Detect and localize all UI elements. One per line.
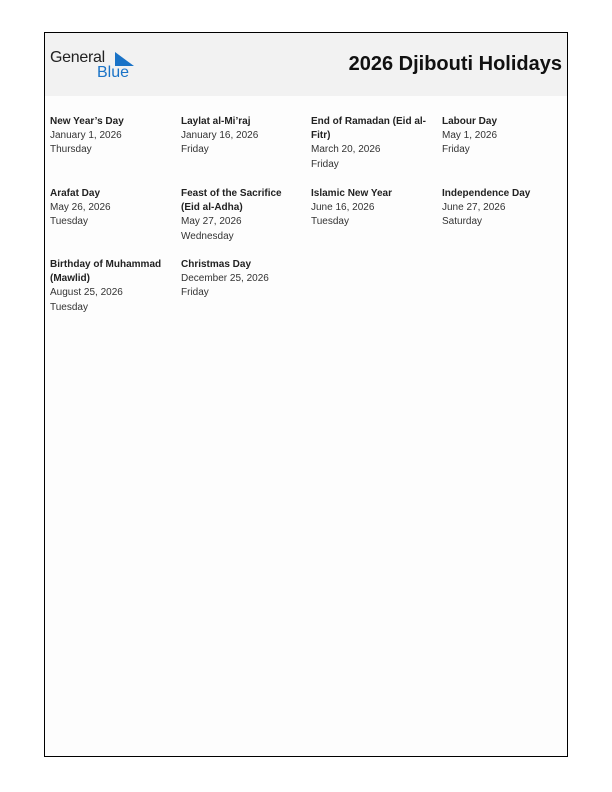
holiday-item [311, 187, 433, 230]
holiday-weekday: Wednesday [181, 230, 234, 242]
holiday-date: June 16, 2026 [311, 202, 375, 214]
holiday-date: January 16, 2026 [181, 130, 259, 142]
holiday-name: Birthday of Muhammad (Mawlid) [50, 259, 162, 285]
logo-blue-text: Blue [97, 64, 130, 81]
holiday-name: New Year’s Day [50, 116, 124, 127]
header-band [45, 33, 567, 96]
holiday-item [50, 258, 172, 315]
holiday-item [181, 187, 303, 244]
holiday-item [442, 187, 564, 230]
holiday-weekday: Friday [442, 144, 470, 156]
page-title: 2026 Djibouti Holidays [348, 53, 562, 75]
holiday-name: Laylat al-Mi’raj [181, 116, 251, 127]
holiday-name: Arafat Day [50, 188, 101, 199]
holiday-date: June 27, 2026 [442, 202, 506, 214]
holiday-name: Labour Day [442, 116, 498, 127]
holiday-date: May 27, 2026 [181, 216, 242, 228]
holiday-weekday: Tuesday [311, 216, 349, 228]
holiday-weekday: Thursday [50, 144, 92, 156]
holiday-item [50, 187, 172, 230]
holiday-name: Independence Day [442, 188, 531, 199]
holiday-weekday: Friday [311, 158, 339, 170]
holiday-name: Christmas Day [181, 259, 252, 270]
generalblue-logo [50, 49, 140, 85]
holiday-weekday: Tuesday [50, 301, 88, 313]
holiday-date: May 26, 2026 [50, 202, 111, 214]
logo-general-text: General [50, 49, 105, 66]
holiday-weekday: Friday [181, 144, 209, 156]
holiday-name: Feast of the Sacrifice (Eid al-Adha) [181, 188, 282, 214]
holiday-name: End of Ramadan (Eid al-Fitr) [311, 116, 427, 142]
holiday-date: May 1, 2026 [442, 130, 498, 142]
holiday-date: August 25, 2026 [50, 287, 123, 299]
holiday-date: December 25, 2026 [181, 273, 269, 285]
holiday-date: March 20, 2026 [311, 144, 381, 156]
holiday-item [50, 115, 172, 158]
holiday-item [181, 115, 303, 158]
holiday-name: Islamic New Year [311, 188, 392, 199]
page-frame [44, 32, 568, 757]
holiday-weekday: Saturday [442, 216, 483, 228]
holiday-item [442, 115, 564, 158]
holiday-weekday: Friday [181, 287, 209, 299]
holiday-item [311, 115, 433, 172]
holiday-weekday: Tuesday [50, 216, 88, 228]
holiday-item [181, 258, 303, 301]
holiday-date: January 1, 2026 [50, 130, 122, 142]
